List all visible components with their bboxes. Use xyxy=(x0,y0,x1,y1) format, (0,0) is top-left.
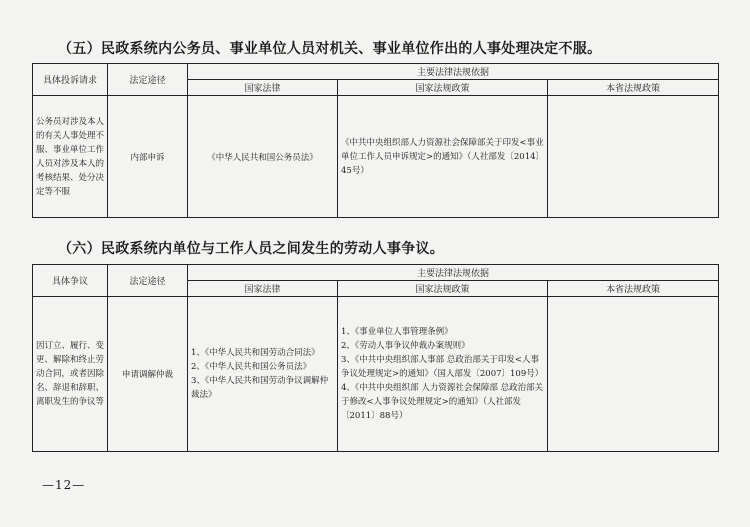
cell-policy xyxy=(338,297,548,452)
header-route: 法定途径 xyxy=(108,64,188,96)
header-policy: 国家法规政策 xyxy=(338,281,548,297)
cell-route: 内部申诉 xyxy=(108,96,188,218)
header-basis: 主要法律法规依据 xyxy=(188,64,719,80)
section-6-table xyxy=(32,264,719,452)
cell-law: 《中华人民共和国公务员法》 xyxy=(188,96,338,218)
policy-item: 4、《中共中央组织部 人力资源社会保障部 总政治部关于修改<人事争议处理规定>的通知》（人社部发〔2011〕88号） xyxy=(341,383,544,421)
cell-provincial xyxy=(548,297,719,452)
cell-provincial xyxy=(548,96,719,218)
cell-request: 因订立、履行、变更、解除和终止劳动合同，或者因除名、辞退和辞职、离职发生的争议等 xyxy=(33,297,108,452)
page-number: —12— xyxy=(42,478,86,492)
header-request: 具体投诉请求 xyxy=(33,64,108,96)
cell-route: 申请调解仲裁 xyxy=(108,297,188,452)
header-policy: 国家法规政策 xyxy=(338,80,548,96)
header-law: 国家法律 xyxy=(188,281,338,297)
header-request: 具体争议 xyxy=(33,265,108,297)
law-item: 2、《中华人民共和国公务员法》 xyxy=(191,362,312,372)
policy-item: 2、《劳动人事争议仲裁办案规则》 xyxy=(341,341,470,351)
header-provincial: 本省法规政策 xyxy=(548,281,719,297)
section-6-heading: （六）民政系统内单位与工作人员之间发生的劳动人事争议。 xyxy=(58,241,445,257)
law-item: 1、《中华人民共和国劳动合同法》 xyxy=(191,348,320,358)
cell-policy: 《中共中央组织部人力资源社会保障部关于印发<事业单位工作人员申诉规定>的通知》（人社部发〔2014〕45号） xyxy=(338,96,548,218)
cell-law xyxy=(188,297,338,452)
header-provincial: 本省法规政策 xyxy=(548,80,719,96)
header-route: 法定途径 xyxy=(108,265,188,297)
policy-item: 3、《中共中央组织部人事部 总政治部关于印发<人事争议处理规定>的通知》（国人部发〔2007〕109号） xyxy=(341,355,544,379)
section-5-heading: （五）民政系统内公务员、事业单位人员对机关、事业单位作出的人事处理决定不服。 xyxy=(58,41,602,57)
table-row xyxy=(33,96,719,218)
cell-request: 公务员对涉及本人的有关人事处理不服、事业单位工作人员对涉及本人的考核结果、处分决定等不服 xyxy=(33,96,108,218)
header-law: 国家法律 xyxy=(188,80,338,96)
policy-item: 1、《事业单位人事管理条例》 xyxy=(341,327,453,337)
header-basis: 主要法律法规依据 xyxy=(188,265,719,281)
law-item: 3、《中华人民共和国劳动争议调解仲裁法》 xyxy=(191,376,329,400)
section-5-table xyxy=(32,63,719,218)
table-row xyxy=(33,297,719,452)
